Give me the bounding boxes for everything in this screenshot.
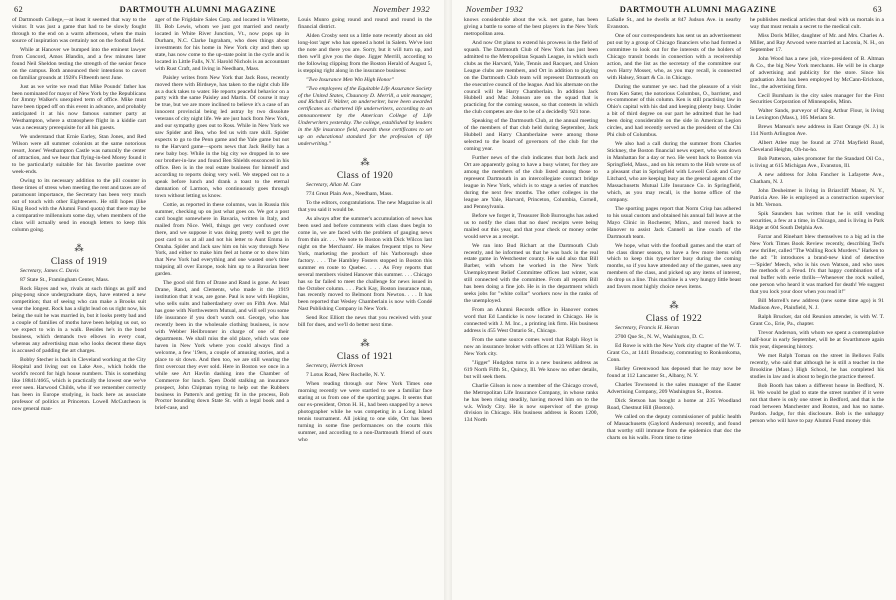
paragraph: Further news of the club indicates that both Jack and Ort are apparently going to have a busy winter, for they are among the members of the club listed among those to represent Dartmouth in an intercollegiate contract bridge league in New York, which is to stage a series of matches during the next few months. The other colleges in the league are Yale, Harvard, Princeton, Columbia, Cornell, and Pennsylvania. xyxy=(464,155,598,210)
paragraph: A new address for John Fancher is Lafayette Ave., Chatham, N. J. xyxy=(750,172,884,186)
left-column-1 xyxy=(12,17,146,598)
right-columns xyxy=(464,17,884,598)
class-address-1919: 87 State St., Framingham Center, Mass. xyxy=(20,276,110,283)
paragraph: knows considerable about the w.k. net game, has been giving a battle to some of the best players in the New York metropolitan area. xyxy=(464,17,598,37)
paragraph: Trevor Anderson, with whom we spent a contemplative half-hour in early September, will be at Swarthmore again this year, dispensing history. xyxy=(750,330,884,350)
paragraph: While at Hanover we bumped into the eminent lawyer from Concord, Amos Blandin, and a few minutes later found Neil Sheldon testing the strength of the senior fence on the campus. Both announced their intentions to cavort on familiar grounds at 1928's Fifteenth next June. xyxy=(12,46,146,81)
paragraph: From the same source comes word that Ralph Hoyt is now an insurance broker with offices at 123 William St. in New York city. xyxy=(464,336,598,357)
left-page-number: 62 xyxy=(14,5,23,14)
section-ornament: ⁂ xyxy=(669,300,679,311)
paragraph: From an Alumni Records office in Hanover comes word that Ed Landicke is now located in Chicago. He is connected with J. M. Inc., a printing ink firm. His business address is 455 West Ontario St., Chicago. xyxy=(464,307,598,334)
paragraph: We understand that Ernie Earley, Stan Jones, and Red Wilson were all summer colonists at the same notorious resort, Jones' Westhampton Castle was naturally the center of attraction, and we hear that flying-in-bed Morey found it to be particularly suitable for his favorite pastime over week-ends. xyxy=(12,134,146,176)
paragraph: We ran into Bud Richart at the Dartmouth Club recently, and he informed us that he was back in the real estate game in Westchester county. He said also that Bill Barber, with whom he worked in the New York Unemployment Relief Committee offices last winter, was still connected with the committee. From all reports Bill has been doing a fine job. He is in the department which seeks jobs for "white collar" workers now in the ranks of the unemployed. xyxy=(464,242,598,305)
section-ornament: ⁂ xyxy=(74,242,84,253)
paragraph: Ralph Brucker, dat old Reunion attender, is with W. T. Grant Co., Erie, Pa., chapter. xyxy=(750,314,884,328)
paragraph: "Jigger" Hudgdon turns in a new business address as 619 North Fifth St., Quincy, Ill. We know no other details, but will seek them. xyxy=(464,359,598,380)
right-column-2 xyxy=(607,17,741,598)
class-address-1922: 2700 Que St., N. W., Washington, D. C. xyxy=(615,334,705,341)
quote-heading: "Two Insurance Men Win High Honor" xyxy=(306,76,394,83)
paragraph: The sporting pages report that Norm Crisp has adhered to his usual custom and obtained his annual fall leave at the Mayo Clinic in Rochester, Minn., and moved back to Hanover to assist Jack Cannell as line coach of the Dartmouth team. xyxy=(607,205,741,240)
right-page-date: November 1932 xyxy=(466,5,524,14)
paragraph: Bill Morrell's new address (new some time ago) is 91 Madison Ave., Plainfield, N. J. xyxy=(750,298,884,312)
paragraph: Cecil Burnham is the city sales manager for the First Securities Corporation of Minneapolis, Minn. xyxy=(750,92,884,106)
paragraph: Alden Crosby sent us a little note recently about an old long-lost 'ager who has opened a hotel in Salem. We've lost the note and there you are. Sorry, but it will turn up, and then we'll give you the dope. Jigger Merrill, according to the following clipping from the Boston Herald of August 5, is stepping right along in the insurance business: xyxy=(298,32,432,74)
paragraph: Spik Saunders has written that he is still vending securities, a few at a time, in Chicago, and is living in Park Ridge at 604 South Delphia Ave. xyxy=(750,210,884,231)
page-gutter xyxy=(444,0,452,600)
paragraph: Rock Hayes and we, rivals at such things as golf and ping-pong since undergraduate days, have entered a new competition; that of seeing who can make a Brooks suit wear the longest. Rock has a slight lead on us right now, his being the suit he was married in, but it looks pretty bad and a couple of families of moths have been helping us out, so we expect to win in a walk. Besides he's in the bond business, which demands two elbows in every coat, whereas any advertising man who looks decent these days is accused of padding the art charges. xyxy=(12,285,146,355)
left-column-2 xyxy=(155,17,289,598)
paragraph: Paisley writes from New York that Jack Ross, recently moved there with Birdseye, has taken to the night club life as a duck takes to water. He reports peaceful behavior on a party with the same Paisley and Martin. Of course it may be true, but we are more inclined to believe it's a case of an innocent provincial being led astray by two dissolute veterans of city night life. We are just back from New York, and our sympathy goes out to Ross. While in New York we saw Spider and Bea, who fed us with rare skill. Spider expects to go to the Penn game and the Yale game but not to the Harvard game—sports news that Jack Reilly has a new baby boy. While in the big city we dropped in to see our brother-in-law and found Ben Shields ensconced in his office. Ben is in the real estate business for himself and according to reports doing very well. We stepped out to a speak before lunch and drank a toast to the eternal damnation of Larmon, who continuously goes through town without letting us know. xyxy=(155,74,289,199)
left-page xyxy=(0,0,444,600)
class-secretary-1921: Secretary, Herrick Brown xyxy=(306,363,364,370)
class-secretary-1922: Secretary, Francis H. Horan xyxy=(615,325,679,332)
paragraph: ager of the Frigidaire Sales Corp. and located in Wilmette, Ill. Bob Lewis, whom we just got married and nearly located in White River Junction, Vt., now pops up in Durham, N.C. Clarke Ingraham, who does things about investments for his home in New York city and then up state, has now come to the up-state point in the cycle and is located in Little Falls, N.Y. Harold Nichols is an accountant with Rust Craft, and living in Needham, Mass. xyxy=(155,17,289,72)
paragraph: Charlie Gilson is now a member of the Chicago crowd, the Metropolitan Life Insurance Company, in whose ranks he has been rising steadily, having moved him on to the w.k. Windy City. He is now supervisor of the group division in Chicago. His business address is Room 1200, 134 North xyxy=(464,382,598,424)
paragraph: Louis Munro going round and round and round in the financial district. xyxy=(298,17,432,30)
paragraph: Charles Townsend is the sales manager of the Easter Advertising Company, 209 Washington St., Boston. xyxy=(607,381,741,395)
paragraph: Just as we write we read that Mike Pounds' father has been nominated for mayor of New York by the Republicans for Jimmy Walker's unexpired term of office. Mike must have been tipped off on this event in advance, and probably anticipated it at his now famous summer party at Westhampton, where a stratosphere flight in a kiddie cart was a necessary prerequisite for all his guests. xyxy=(12,83,146,132)
paragraph: And now Ort plans to extend his prowess in the field of squash. The Dartmouth Club of New York has just been admitted to the Metropolitan Squash League, in which such clubs as the Harvard, Yale, Tennis and Racquet, and Union League clubs are members, and Ort in addition to playing on the Dartmouth Club team will represent Dartmouth on the executive council of the league. And his alternate on the council will be Harry Chamberlain. In addition Jack Hubbell and Mac Johnson are on the squad that is practicing for the coming season, so that contests in which the club competes are due to be of a decidedly '921 tone. xyxy=(464,39,598,116)
paragraph: Bobby Stecher is back in Cleveland working at the City Hospital and living out on Lake Ave., which holds the world's record for high house numbers. This is something like 18841/4665, which is practically the lowest one we've ever seen. Harwood Childs, who if we remember correctly has been in Europe studying, is back here as associate professor of politics at Princeton. Lowell McCutcheon is now general man- xyxy=(12,357,146,412)
right-page xyxy=(452,0,896,600)
paragraph: During the summer ye sec. had the pleasure of a visit from Ken Sater, the notorious Columbus, O., barrister, and ex-commoner of this column. Ken is still practising law in Ohio's capital with his dad and keeping plenty busy. Under a bit of third degree on our part he admitted that he had been doing considerable on the side in American Legion circles, and had recently served as the president of the Chi Phi club of Columbus. xyxy=(607,83,741,139)
paragraph: We also had a call during the summer from Charles Stickney, the Boston financial news expert, who was down in Manhattan for a day or two. He went back to Boston via Springfield, Mass., and on his return to the Hub wrote us of a pleasant chat in Springfield with Lowell Cook and Cory Litchard, who are keeping busy as the general agents of the Massachusetts Mutual Life Insurance Co. in Springfield, which, as you may recall, is the home office of the company. xyxy=(607,141,741,203)
class-address-1920: 774 Great Plain Ave., Needham, Mass. xyxy=(306,191,393,198)
right-column-1 xyxy=(464,17,598,598)
paragraph: Before we forget it, Treasurer Bob Burroughs has asked us to notify the class that no dues' receipts were being mailed out this year, and that your check or money order would serve as a receipt. xyxy=(464,212,598,240)
right-running-title: DARTMOUTH ALUMNI MAGAZINE xyxy=(619,5,777,14)
paragraph: We called on the deputy commissioner of public health of Massachusetts (Gaylord Anderson) recently, and found that worthy still immune from the epidemics that doc the charts on his walls. From time to time xyxy=(607,413,741,441)
paragraph: Owing to its necessary addition to the pill counter in these times of stress when meeting the rent and taxes are of paramount importance, the Secretary has been very much out of touch with other Eighteeners. He still hopes (like King Rood with the Alumni Fund quota) that there may be a comparative millennium some day, when members of the class will actually send in enough letters to keep this column going. xyxy=(12,177,146,233)
paragraph: Miss Doris Miller, daughter of Mr. and Mrs. Charles A. Miller, and Ray Atwood were married at Laconia, N. H., on September 17. xyxy=(750,32,884,53)
paragraph: Farrar and Rinehart blew themselves to a big ad in the New York Times Book Review recently, describing Ted's new thriller, called "The Walling Rock Murders." Harken to the ad: "It introduces a brand-new kind of detective—'Spider' Meech, who is his own Watson, and who uses the methods of a Freud. It's that happy combination of a real buffer with eerie thrills—Whenever the rock walled, one person who heard it was marked for death! We suggest that you lock your door when you read it!" xyxy=(750,233,884,296)
paragraph: Bob Patterson, sales promoter for the Standard Oil Co., is living at 615 Michigan Ave., Evanston, Ill. xyxy=(750,156,884,170)
paragraph: Walter Sands, purveyor of King Arthur Flour, is living in Lexington (Mass.), 105 Meriam St. xyxy=(750,108,884,122)
class-secretary-1920: Secretary, Allan M. Cate xyxy=(306,182,362,189)
paragraph: he publishes medical articles that deal with us mortals in a way that must remain a secret to the medical cult. xyxy=(750,17,884,30)
paragraph: The good old firm of Drane and Rand is gone. At least Drane, Rand, and Clements, who made it the 1919 institution that it was, are gone. Paul is now with Hopkins, who sells suits and haberdashery over on Fifth Ave. Mal has gone with Northwestern Mutual, and will sell you some life insurance if you don't watch out. George, who has recently been in the wholesale clothing business, is now with Webber Heilbronner in charge of one of their departments. We shall miss the old place, which was one haven in New York where you could always find a welcome, a few '19ers, a couple of amusing stories, and a place to sit down. And then too, we are still wearing the first overcoat they ever sold. Here in Boston we once in a while see Art Havlin dashing into the Chamber of Commerce for lunch. Spen Dodd stalking an insurance prospect, John Chipman trying to help out the Rubbers business in Pattern's and getting fit in the process, Bob Proctor bounding down State St. with a legal book and a brief-case, and xyxy=(155,280,289,412)
section-ornament: ⁂ xyxy=(360,338,370,349)
paragraph: To the editors, congratulations. The new Magazine is all that you said it would be. xyxy=(298,200,432,214)
right-page-header xyxy=(466,4,882,15)
paragraph: We hope, what with the football games and the start of the class dinner season, to have a few more items with which to keep this typewriter busy during the coming months, so if you have attended any of the games, seen any members of the class, and picked up any items of interest, do drop us a line. This machine is a very hungry little beast and favors most highly choice news items. xyxy=(607,242,741,291)
left-page-header xyxy=(14,4,430,15)
paragraph: When reading through our New York Times one morning recently we were startled to see a familiar face staring at us from one of the sporting pages. It seems that our ex-president, Orton H. H., had been snapped by a news photographer while he was competing in a Long Island tennis tournament. All joking to one side, Ort has been turning in some fine performances on the courts this summer, and according to a non-Dartmouth friend of ours who xyxy=(298,381,432,443)
paragraph: LaSalle St., and he dwells at 847 Judson Ave. in nearby Evanston. xyxy=(607,17,741,30)
paragraph: Send Roc Elliott the news that you received with your bill for dues, and we'll do better next time. xyxy=(298,315,432,329)
right-column-3 xyxy=(750,17,884,598)
class-heading-1921: Class of 1921 xyxy=(336,352,394,363)
paragraph: Brews Marean's new address in East Orange (N. J.) is 114 North Arlington Ave. xyxy=(750,124,884,138)
left-running-title: DARTMOUTH ALUMNI MAGAZINE xyxy=(119,5,277,14)
left-page-date: November 1932 xyxy=(372,5,430,14)
paragraph: of Dartmouth College,—at least it seemed that way to the visitor. It was just a game that had to be slowly fought through to the end on a warm afternoon, when the main source of inspiration was certainly not on the football field. xyxy=(12,17,146,44)
paragraph: Bob Booth has taken a different house in Bedford, N. H. We would be glad to state the street number if it were not that there is only one street in Bedford, and that is the road between Manchester and Boston, and has no name. Pardon. Judge, for this disclosure. Bob is the unhappy person who will have to pay Alumni Fund money this xyxy=(750,382,884,424)
paragraph: Ed Rowe is with the New York city chapter of the W. T. Grant Co., at 1441 Broadway, commuting to Ronkonkoma, Conn. xyxy=(607,343,741,364)
class-heading-1920: Class of 1920 xyxy=(336,171,394,182)
left-columns xyxy=(12,17,432,598)
paragraph: Harley Greenwood has deposed that he may now be found at 112 Lancaster St., Albany, N. Y. xyxy=(607,365,741,379)
paragraph: Dick Stetson has bought a home at 235 Woodland Road, Chestnut Hill (Boston). xyxy=(607,397,741,411)
paragraph: Speaking of the Dartmouth Club, at the annual meeting of the members of that club held during September, Jack Hubbell and Harry Chamberlaine were among those selected to the board of governors of the club for the coming year. xyxy=(464,118,598,153)
class-secretary-1919: Secretary, James C. Davis xyxy=(20,267,79,274)
left-column-3 xyxy=(298,17,432,598)
quote-paragraph: "Two employees of the Equitable Life Assurance Society of the United States, Chauncey D. Merrill, a unit manager, and Richard F. Walter, an underwriter, have been awarded certificates as chartered life underwriters, according to an announcement by the American College of Life Underwriters yesterday. The college, established by leaders in the life insurance field, awards these certificates to set up an educational standard for the profession of life underwriting." xyxy=(298,85,432,148)
paragraph: Cottie, as reported in these columns, was in Russia this summer, checking up on just what goes on. We got a post card bought somewhere in Bavaria, written in Italy, and mailed from Nice. Well, things get very confused over there, and we suppose it was doing pretty well to get the post card to us at all and not his letter to Aunt Emma in Omaha. Spider and Jack saw him on his way through New York, and either to make him feel at home or to show him that New York had everything and one wasted one's time traipsing all over Europe, took him up to a Bavarian beer garden. xyxy=(155,201,289,278)
paragraph: John Deuheimer is living in Briarcliff Manor, N. Y., Patricia Ave. He is employed as a construction supervisor in Mt. Vernon. xyxy=(750,187,884,208)
paragraph: As always after the summer's accumulation of news has been used and before comments with class dues begin to come in, we are faced with the problem of gauging news from thin air. . . . We note to Boston with Dick Wilcox last night on the Merchants'. He makes frequent trips to New York, marketing the product of his Yarborough shoe factory. . . . The Hambley Fosters stopped in Boston this summer en route to Quebec. . . . As Frey reports that several members visited Hanover this summer. . . . Chicago has so far failed to meet the challenge for news issued in the October column. . . . Pack Kay, Boston insurance man, has recently moved to Belmont from Newton. . . . It has been reported that Wesley Chamberlain is now with Condé Nast Publishing Company in New York. xyxy=(298,215,432,313)
class-address-1921: 7 Lotus Road, New Rochelle, N. Y. xyxy=(306,372,385,379)
paragraph: Albert Atlee may be found at 2744 Mayfield Road, Cleveland Heights, Oh-ho-ho. xyxy=(750,140,884,154)
section-ornament: ⁂ xyxy=(360,157,370,168)
paragraph: We met Ralph Toman on the street in Bellows Falls recently, who said that although he is still a teacher in the Brookline (Mass.) High School, he has completed his studies in law and is about to begin the practice thereof. xyxy=(750,352,884,380)
right-page-number: 63 xyxy=(873,5,882,14)
paragraph: John Wood has a new job, vice-president of B. Altman & Co., the big New York merchants. He will be in charge of advertising and publicity for the store. Since his graduation John has been employed by McCann-Erickson, Inc., the advertising firm. xyxy=(750,55,884,90)
class-heading-1922: Class of 1922 xyxy=(645,314,703,325)
class-heading-1919: Class of 1919 xyxy=(50,256,108,267)
paragraph: One of our correspondents has sent us an advertisement put out by a group of Chicago financiers who had formed a committee to look out for the interests of the holders of Chicago transit bonds in connection with a receivership action, and the list as the secretary of the committee our own Harry Mosser, who, as you may recall, is connected with Halsey, Stuart & Co. in Chicago. xyxy=(607,32,741,81)
